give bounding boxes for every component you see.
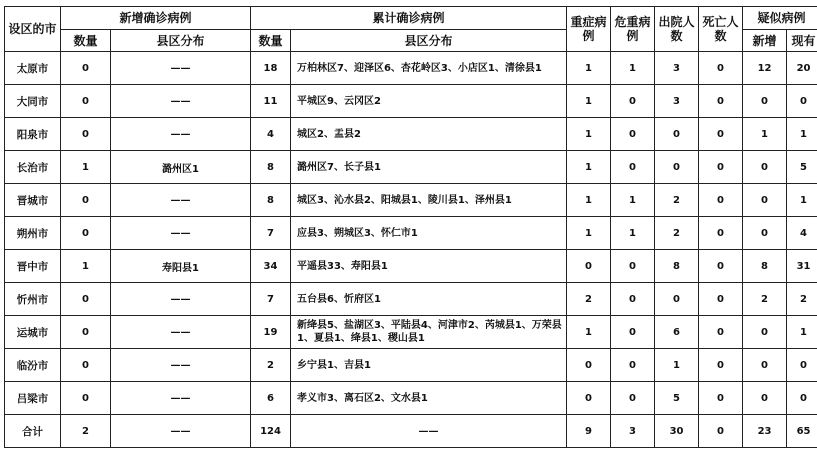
table-row <box>5 316 817 349</box>
table-row <box>5 217 817 250</box>
severe-cell: 1 <box>567 52 611 85</box>
new-count-cell: 0 <box>61 118 111 151</box>
new-distribution-cell: —— <box>111 382 251 415</box>
header-discharged: 出院人数 <box>655 7 699 52</box>
total-count-cell: 6 <box>251 382 291 415</box>
critical-cell: 0 <box>611 316 655 349</box>
header-new-distribution: 县区分布 <box>111 30 251 52</box>
table-row <box>5 283 817 316</box>
critical-cell: 1 <box>611 52 655 85</box>
deaths-cell: 0 <box>699 151 743 184</box>
total-distribution-cell: 五台县6、忻府区1 <box>291 283 567 316</box>
city-cell: 大同市 <box>5 85 61 118</box>
discharged-cell: 1 <box>655 349 699 382</box>
deaths-cell: 0 <box>699 184 743 217</box>
deaths-cell: 0 <box>699 250 743 283</box>
severe-cell: 0 <box>567 382 611 415</box>
suspect-new-cell: 0 <box>743 217 787 250</box>
critical-cell: 1 <box>611 217 655 250</box>
suspect-current-cell: 65 <box>787 415 817 448</box>
suspect-current-cell: 0 <box>787 382 817 415</box>
header-suspect-new: 新增 <box>743 30 787 52</box>
total-distribution-cell: 平遥县33、寿阳县1 <box>291 250 567 283</box>
header-new-confirmed: 新增确诊病例 <box>61 7 251 30</box>
severe-cell: 1 <box>567 184 611 217</box>
suspect-new-cell: 1 <box>743 118 787 151</box>
epidemic-table <box>4 6 817 448</box>
deaths-cell: 0 <box>699 118 743 151</box>
total-distribution-cell: 万柏林区7、迎泽区6、杏花岭区3、小店区1、清徐县1 <box>291 52 567 85</box>
table-row <box>5 151 817 184</box>
header-suspect-current: 现有 <box>787 30 817 52</box>
header-new-count: 数量 <box>61 30 111 52</box>
severe-cell: 9 <box>567 415 611 448</box>
new-distribution-cell: —— <box>111 52 251 85</box>
table-row <box>5 349 817 382</box>
new-distribution-cell: —— <box>111 118 251 151</box>
header-suspected: 疑似病例 <box>743 7 817 30</box>
severe-cell: 1 <box>567 217 611 250</box>
total-count-cell: 34 <box>251 250 291 283</box>
severe-cell: 1 <box>567 316 611 349</box>
new-count-cell: 0 <box>61 85 111 118</box>
header-total-count: 数量 <box>251 30 291 52</box>
critical-cell: 0 <box>611 283 655 316</box>
new-distribution-cell: —— <box>111 316 251 349</box>
header-severe: 重症病例 <box>567 7 611 52</box>
critical-cell: 0 <box>611 85 655 118</box>
critical-cell: 0 <box>611 349 655 382</box>
discharged-cell: 3 <box>655 52 699 85</box>
deaths-cell: 0 <box>699 52 743 85</box>
total-count-cell: 8 <box>251 151 291 184</box>
new-distribution-cell: —— <box>111 415 251 448</box>
deaths-cell: 0 <box>699 349 743 382</box>
city-cell: 合计 <box>5 415 61 448</box>
table-row <box>5 52 817 85</box>
discharged-cell: 2 <box>655 217 699 250</box>
city-cell: 晋中市 <box>5 250 61 283</box>
deaths-cell: 0 <box>699 283 743 316</box>
deaths-cell: 0 <box>699 85 743 118</box>
new-distribution-cell: 潞州区1 <box>111 151 251 184</box>
critical-cell: 3 <box>611 415 655 448</box>
new-distribution-cell: —— <box>111 217 251 250</box>
discharged-cell: 2 <box>655 184 699 217</box>
header-critical: 危重病例 <box>611 7 655 52</box>
total-distribution-cell: 平城区9、云冈区2 <box>291 85 567 118</box>
new-count-cell: 2 <box>61 415 111 448</box>
suspect-current-cell: 0 <box>787 349 817 382</box>
total-count-cell: 2 <box>251 349 291 382</box>
city-cell: 朔州市 <box>5 217 61 250</box>
new-count-cell: 0 <box>61 283 111 316</box>
suspect-current-cell: 1 <box>787 118 817 151</box>
new-distribution-cell: —— <box>111 85 251 118</box>
city-cell: 太原市 <box>5 52 61 85</box>
city-cell: 临汾市 <box>5 349 61 382</box>
city-cell: 长治市 <box>5 151 61 184</box>
city-cell: 运城市 <box>5 316 61 349</box>
total-distribution-cell: 应县3、朔城区3、怀仁市1 <box>291 217 567 250</box>
header-total-confirmed: 累计确诊病例 <box>251 7 567 30</box>
total-count-cell: 7 <box>251 217 291 250</box>
total-count-cell: 124 <box>251 415 291 448</box>
suspect-new-cell: 12 <box>743 52 787 85</box>
suspect-current-cell: 0 <box>787 85 817 118</box>
city-cell: 晋城市 <box>5 184 61 217</box>
suspect-new-cell: 0 <box>743 151 787 184</box>
suspect-current-cell: 31 <box>787 250 817 283</box>
suspect-new-cell: 0 <box>743 382 787 415</box>
discharged-cell: 0 <box>655 118 699 151</box>
critical-cell: 0 <box>611 118 655 151</box>
total-distribution-cell: 潞州区7、长子县1 <box>291 151 567 184</box>
severe-cell: 2 <box>567 283 611 316</box>
severe-cell: 0 <box>567 349 611 382</box>
total-count-cell: 7 <box>251 283 291 316</box>
suspect-new-cell: 0 <box>743 349 787 382</box>
critical-cell: 0 <box>611 382 655 415</box>
new-count-cell: 1 <box>61 250 111 283</box>
discharged-cell: 8 <box>655 250 699 283</box>
new-count-cell: 0 <box>61 316 111 349</box>
deaths-cell: 0 <box>699 217 743 250</box>
total-count-cell: 8 <box>251 184 291 217</box>
discharged-cell: 6 <box>655 316 699 349</box>
total-count-cell: 18 <box>251 52 291 85</box>
discharged-cell: 30 <box>655 415 699 448</box>
suspect-current-cell: 1 <box>787 316 817 349</box>
header-total-distribution: 县区分布 <box>291 30 567 52</box>
header-row-1 <box>5 7 817 30</box>
discharged-cell: 3 <box>655 85 699 118</box>
suspect-new-cell: 2 <box>743 283 787 316</box>
table-row <box>5 85 817 118</box>
severe-cell: 1 <box>567 85 611 118</box>
new-count-cell: 0 <box>61 382 111 415</box>
suspect-current-cell: 2 <box>787 283 817 316</box>
total-distribution-cell: 孝义市3、离石区2、文水县1 <box>291 382 567 415</box>
critical-cell: 0 <box>611 151 655 184</box>
header-deaths: 死亡人数 <box>699 7 743 52</box>
total-distribution-cell: 乡宁县1、吉县1 <box>291 349 567 382</box>
severe-cell: 1 <box>567 151 611 184</box>
table-row <box>5 415 817 448</box>
suspect-new-cell: 0 <box>743 85 787 118</box>
new-count-cell: 0 <box>61 349 111 382</box>
new-distribution-cell: —— <box>111 283 251 316</box>
total-distribution-cell: 新绛县5、盐湖区3、平陆县4、河津市2、芮城县1、万荣县1、夏县1、绛县1、稷山县1 <box>291 316 567 349</box>
table-row <box>5 184 817 217</box>
total-distribution-cell: —— <box>291 415 567 448</box>
severe-cell: 0 <box>567 250 611 283</box>
total-count-cell: 19 <box>251 316 291 349</box>
total-count-cell: 11 <box>251 85 291 118</box>
new-count-cell: 0 <box>61 52 111 85</box>
suspect-current-cell: 1 <box>787 184 817 217</box>
suspect-new-cell: 23 <box>743 415 787 448</box>
header-district: 设区的市 <box>5 7 61 52</box>
new-distribution-cell: —— <box>111 184 251 217</box>
city-cell: 吕梁市 <box>5 382 61 415</box>
new-count-cell: 1 <box>61 151 111 184</box>
suspect-new-cell: 0 <box>743 184 787 217</box>
table-body <box>5 52 817 448</box>
suspect-new-cell: 8 <box>743 250 787 283</box>
table-row <box>5 118 817 151</box>
suspect-current-cell: 4 <box>787 217 817 250</box>
discharged-cell: 0 <box>655 151 699 184</box>
suspect-current-cell: 20 <box>787 52 817 85</box>
city-cell: 阳泉市 <box>5 118 61 151</box>
new-count-cell: 0 <box>61 184 111 217</box>
new-distribution-cell: 寿阳县1 <box>111 250 251 283</box>
deaths-cell: 0 <box>699 415 743 448</box>
total-count-cell: 4 <box>251 118 291 151</box>
total-distribution-cell: 城区3、沁水县2、阳城县1、陵川县1、泽州县1 <box>291 184 567 217</box>
severe-cell: 1 <box>567 118 611 151</box>
suspect-current-cell: 5 <box>787 151 817 184</box>
critical-cell: 1 <box>611 184 655 217</box>
table-row <box>5 382 817 415</box>
discharged-cell: 0 <box>655 283 699 316</box>
new-count-cell: 0 <box>61 217 111 250</box>
new-distribution-cell: —— <box>111 349 251 382</box>
deaths-cell: 0 <box>699 316 743 349</box>
discharged-cell: 5 <box>655 382 699 415</box>
table-row <box>5 250 817 283</box>
city-cell: 忻州市 <box>5 283 61 316</box>
suspect-new-cell: 0 <box>743 316 787 349</box>
deaths-cell: 0 <box>699 382 743 415</box>
epidemic-table-container <box>4 6 816 448</box>
critical-cell: 0 <box>611 250 655 283</box>
total-distribution-cell: 城区2、盂县2 <box>291 118 567 151</box>
